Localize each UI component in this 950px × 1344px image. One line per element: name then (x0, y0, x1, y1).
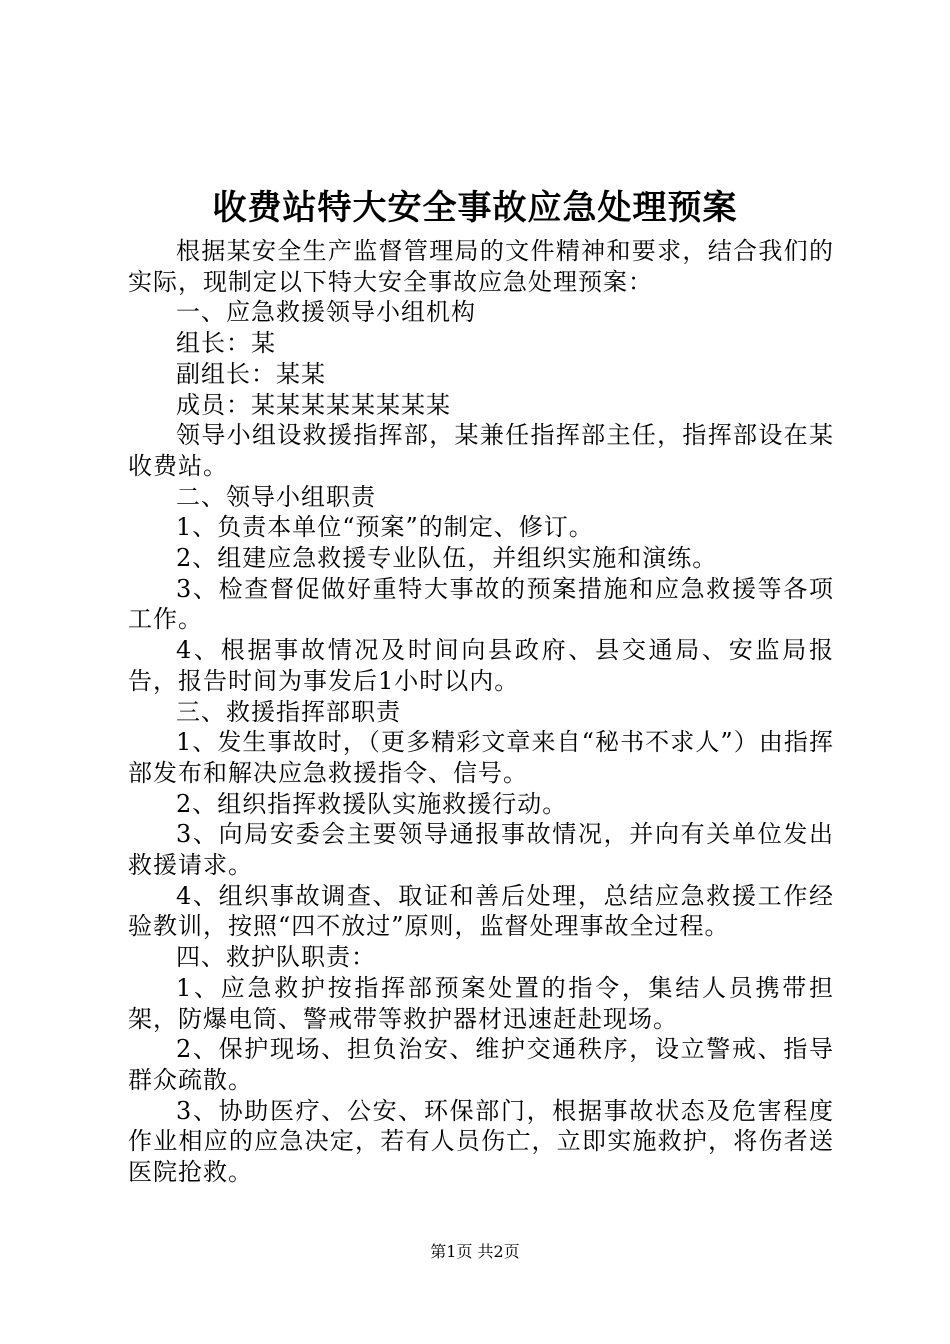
list-item: 3、协助医疗、公安、环保部门，根据事故状态及危害程度作业相应的应急决定，若有人员伤亡，立即实施救护，将伤者送医院抢救。 (128, 1096, 834, 1187)
list-item: 2、组建应急救援专业队伍，并组织实施和演练。 (176, 544, 718, 573)
document-body (128, 236, 834, 1188)
list-item: 1、发生事故时，（更多精彩文章来自“秘书不求人”）由指挥部发布和解决应急救援指令、信号。 (128, 728, 834, 787)
paragraph-leader: 组长：某 (176, 329, 276, 358)
paragraph-intro: 根据某安全生产监督管理局的文件精神和要求，结合我们的实际，现制定以下特大安全事故应急处理预案： (128, 237, 834, 296)
list-item: 2、保护现场、担负治安、维护交通秩序，设立警戒、指导群众疏散。 (128, 1035, 834, 1094)
list-item: 1、负责本单位“预案”的制定、修订。 (176, 513, 594, 542)
list-item: 4、组织事故调查、取证和善后处理，总结应急救援工作经验教训，按照“四不放过”原则，监督处理事故全过程。 (128, 881, 834, 941)
list-item: 1、应急救护按指挥部预案处置的指令，集结人员携带担架，防爆电筒、警戒带等救护器材迅速赶赴现场。 (128, 973, 834, 1033)
document-title: 收费站特大安全事故应急处理预案 (212, 188, 738, 228)
paragraph-members: 成员：某某某某某某某某 (176, 390, 451, 419)
section-heading-4: 四、救护队职责： (176, 943, 376, 972)
list-item: 3、向局安委会主要领导通报事故情况，并向有关单位发出救援请求。 (128, 820, 834, 880)
list-item: 4、根据事故情况及时间向县政府、县交通局、安监局报告，报告时间为事发后1小时以内。 (128, 636, 834, 695)
list-item: 3、检查督促做好重特大事故的预案措施和应急救援等各项工作。 (128, 574, 834, 634)
paragraph-deputy-leader: 副组长：某某 (176, 359, 326, 388)
paragraph-command-center: 领导小组设救援指挥部，某兼任指挥部主任，指挥部设在某收费站。 (128, 421, 834, 480)
page-footer: 第1页 共2页 (430, 1242, 520, 1261)
section-heading-2: 二、领导小组职责 (176, 482, 376, 511)
section-heading-1: 一、应急救援领导小组机构 (176, 298, 476, 327)
list-item: 2、组织指挥救援队实施救援行动。 (176, 789, 568, 818)
section-heading-3: 三、救援指挥部职责 (176, 697, 401, 726)
